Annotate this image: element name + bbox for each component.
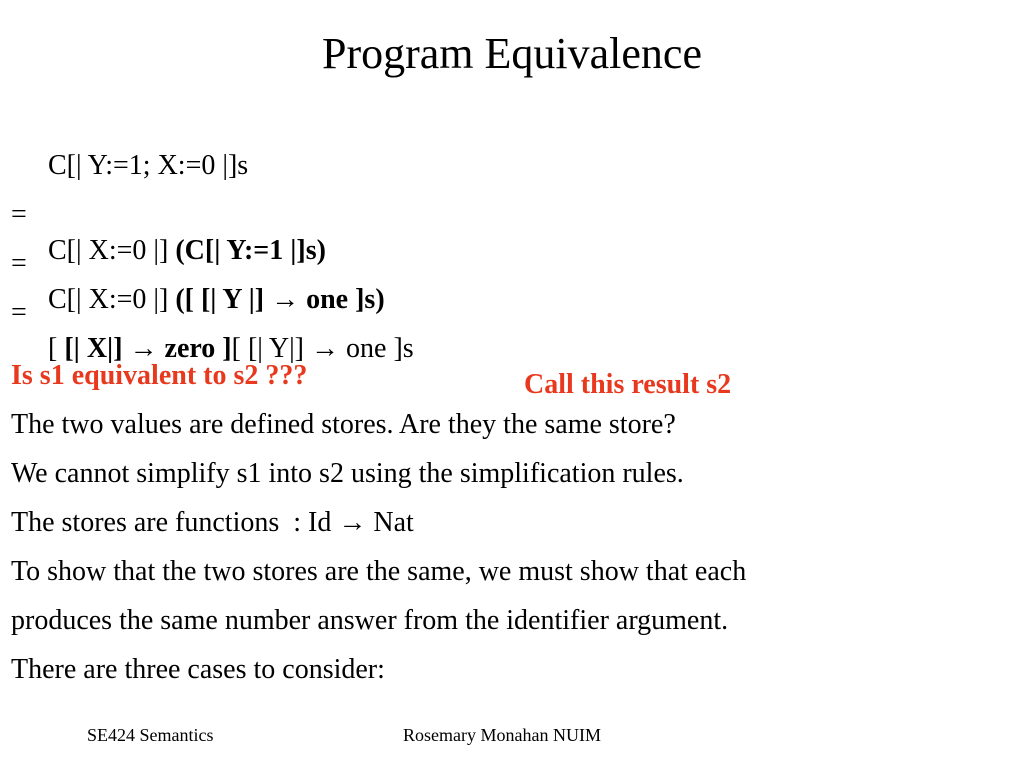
expression-plain: C[| X:=0 |] [48, 284, 176, 315]
equals-sign: = [11, 199, 27, 230]
equals-sign: = [11, 297, 27, 328]
expression-bold: zero ] [157, 333, 232, 364]
expression-plain: C[| X:=0 |] [48, 235, 176, 266]
derivation-expression: C[| Y:=1; X:=0 |]s [48, 150, 249, 181]
expression-plain: [ [48, 333, 65, 364]
body-line: We cannot simplify s1 into s2 using the simplification rules. [11, 458, 684, 489]
expression-bold: one ]s) [299, 284, 385, 315]
footer-course: SE424 Semantics [87, 725, 214, 745]
body-line: To show that the two stores are the same, we must show that each [11, 556, 747, 587]
body-line: There are three cases to consider: [11, 654, 385, 685]
result-note: Call this result s2 [524, 369, 732, 400]
arrow-icon: → [311, 333, 340, 364]
expression-plain: one ]s [339, 333, 414, 364]
arrow-icon: → [129, 333, 158, 364]
slide-title: Program Equivalence [322, 29, 702, 78]
expression-bold: ([ [| Y |] [175, 284, 272, 315]
arrow-icon: → [271, 284, 300, 315]
footer-author: Rosemary Monahan NUIM [403, 725, 601, 745]
expression-bold: (C[| Y:=1 |]s) [175, 235, 326, 266]
body-line: The stores are functions : Id → Nat [11, 507, 414, 538]
equals-sign: = [11, 248, 27, 279]
expression-bold: [| X|] [64, 333, 130, 364]
body-line: produces the same number answer from the identifier argument. [11, 605, 729, 636]
question-heading: Is s1 equivalent to s2 ??? [11, 360, 308, 391]
body-line: The two values are defined stores. Are they the same store? [11, 409, 676, 440]
expression-plain: [ [| Y|] [231, 333, 312, 364]
